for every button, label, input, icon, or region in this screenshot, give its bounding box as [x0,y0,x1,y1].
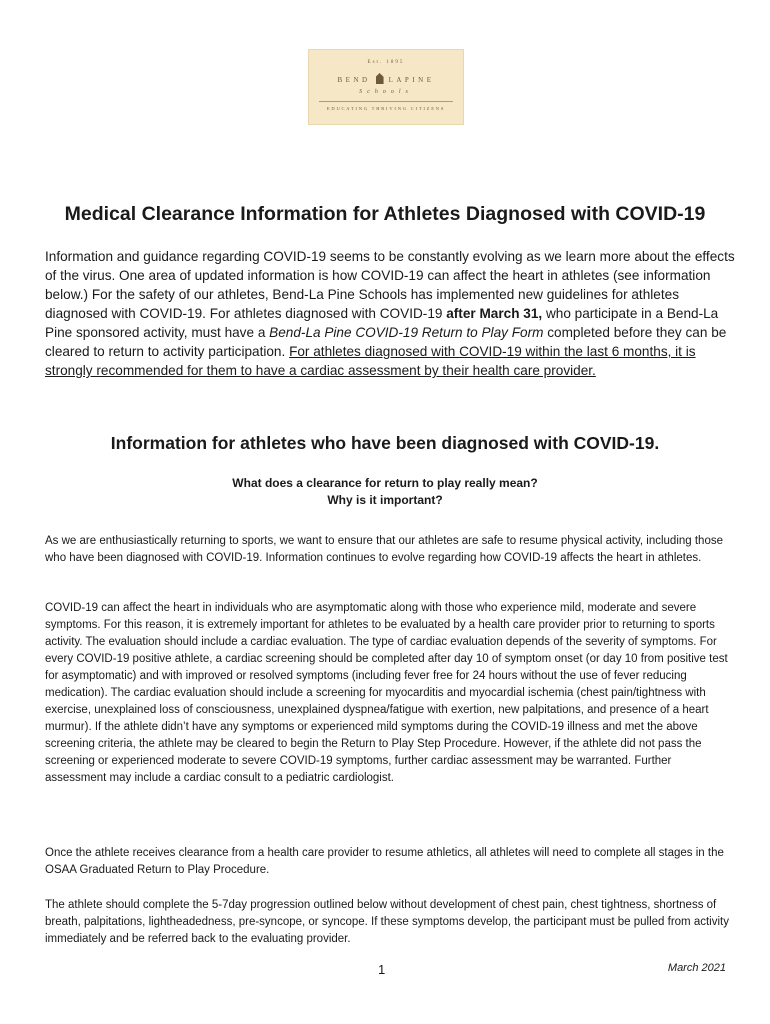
logo-divider [319,101,453,102]
body-paragraph-2: COVID-19 can affect the heart in individuals who are asymptomatic along with those who experience mild, moderate and severe symptoms. For this reason, it is extremely important for athletes to be evaluated by a health care provider prior to returning to sports activity. The evaluation should include a cardiac evaluation. The type of cardiac evaluation depends of the severity of symptoms. For every COVID-19 positive athlete, a cardiac screening should be completed after day 10 of symptom onset (or day 10 from positive test for asymptomatic) and with improved or resolved symptoms (including fever free for 24 hours without the use of fever reducing medication). The cardiac evaluation should include a screening for myocarditis and myocardial ischemia (chest pain/tightness with exercise, unexplained loss of consciousness, unexplained dyspnea/fatigue with exertion, new palpitations, and presence of a heart murmur). If the athlete didn’t have any symptoms or experienced mild symptoms during the COVID-19 illness and met the above screening criteria, the athlete may be cleared to begin the Return to Play Step Procedure. However, if the athlete did not pass the screening or experienced moderate to severe COVID-19 symptoms, further cardiac assessment may be warranted. Further assessment may include a cardiac consult to a pediatric cardiologist. [45,602,728,784]
intro-text-3: completed before they can be cleared to return to activity participation. [45,325,727,359]
page-title: Medical Clearance Information for Athletes Diagnosed with COVID-19 [64,203,706,225]
intro-text-2: who participate in a Bend-La Pine sponsored activity, must have a [45,306,719,340]
logo-name-left: BEND [337,76,371,84]
logo-name [309,73,463,84]
intro-paragraph [45,247,735,380]
section-heading: Information for athletes who have been diagnosed with COVID-19. [110,433,660,453]
page-number: 1 [378,962,386,977]
body-paragraph-4: The athlete should complete the 5-7day progression outlined below without development of chest pain, chest tightness, shortness of breath, palpitations, lightheadedness, pre-syncope, or syncope. If these symptoms develop, the participant must be pulled from activity immediately and be referred back to the evaluating provider. [45,899,729,945]
intro-recommendation: For athletes diagnosed with COVID-19 within the last 6 months, it is strongly recommended for them to have a cardiac assessment by their health care provider. [45,344,696,378]
footer-date: March 2021 [667,962,726,974]
body-paragraph-3: Once the athlete receives clearance from a health care provider to resume athletics, all athletes will need to complete all stages in the OSAA Graduated Return to Play Procedure. [45,847,724,876]
school-logo [308,49,464,125]
intro-text-1: Information and guidance regarding COVID-19 seems to be constantly evolving as we learn more about the effects of the virus. One area of updated information is how COVID-19 can affect the heart in athletes (see information below.) For the safety of our athletes, Bend-La Pine Schools has implemented new guidelines for athletes diagnosed with COVID-19. For athletes diagnosed with COVID-19 [45,249,735,321]
intro-bold-date: after March 31, [446,306,543,321]
logo-tagline: EDUCATING THRIVING CITIZENS [326,106,446,111]
logo-schools: Schools [359,89,413,95]
intro-form-name: Bend-La Pine COVID-19 Return to Play Form [269,325,544,340]
question-line-2: Why is it important? [327,493,443,507]
body-paragraph-1: As we are enthusiastically returning to sports, we want to ensure that our athletes are safe to resume physical activity, including those who have been diagnosed with COVID-19. Information continues to evolve regarding how COVID-19 affects the heart in athletes. [45,535,723,564]
tower-icon [376,73,384,84]
question-line-1: What does a clearance for return to play really mean? [232,476,538,490]
logo-est: Est. 1895 [367,60,405,65]
question-block [0,475,770,509]
logo-name-right: LAPINE [388,76,435,84]
